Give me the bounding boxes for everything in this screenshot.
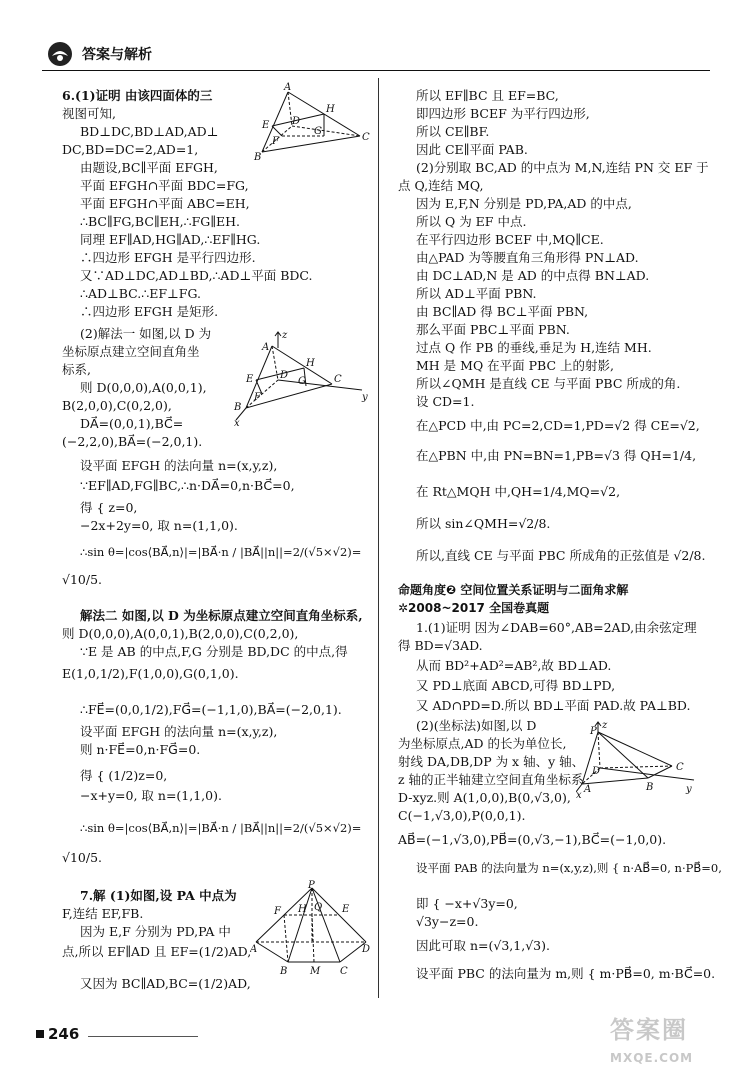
text-line: 过点 Q 作 PB 的垂线,垂足为 H,连结 MH. — [416, 340, 652, 355]
text-line: ∴sin θ=|cos⟨BA⃗,n⟩|=|BA⃗·n / |BA⃗||n||=2/(√5×√2)= — [80, 821, 362, 835]
text-line: 平面 EFGH∩平面 BDC=FG, — [80, 178, 249, 193]
text-line: DC,BD=DC=2,AD=1, — [62, 142, 199, 157]
text-line: (2)解法一 如图,以 D 为 — [80, 326, 212, 341]
watermark-logo-text: 答案圈 — [610, 1016, 688, 1044]
text-line: ∴四边形 EFGH 是平行四边形. — [80, 250, 256, 265]
text-line: 为坐标原点,AD 的长为单位长, — [398, 736, 567, 751]
fig4-label: y — [686, 784, 692, 795]
text-line: 坐标原点建立空间直角坐 — [62, 344, 200, 359]
pyramid-figure-4 — [576, 718, 710, 800]
text-line: 则 D(0,0,0),A(0,0,1),B(2,0,0),C(0,2,0), — [62, 626, 299, 641]
text-line: 得 { z=0, — [80, 500, 138, 515]
text-line: 因此 CE∥平面 PAB. — [416, 142, 528, 157]
footer-rule — [88, 1036, 198, 1037]
text-line: 由题设,BC∥平面 EFGH, — [80, 160, 218, 175]
text-line: 视图可知, — [62, 106, 116, 121]
fig2-label: H — [306, 358, 315, 369]
text-line: 同理 EF∥AD,HG∥AD,∴EF∥HG. — [80, 232, 261, 247]
fig2-label: B — [234, 402, 242, 413]
fig2-label: z — [282, 330, 288, 341]
text-line: ∴FE⃗=(0,0,1/2),FG⃗=(−1,1,0),BA⃗=(−2,0,1). — [80, 702, 342, 717]
fig4-label: C — [676, 762, 684, 773]
tetrahedron-figure-2 — [232, 328, 372, 428]
text-line: B(2,0,0),C(0,2,0), — [62, 398, 172, 413]
text-line: ∴四边形 EFGH 是矩形. — [80, 304, 219, 319]
fig2-label: x — [234, 418, 240, 428]
text-line: 设 CD=1. — [416, 394, 475, 409]
text-line: ∴BC∥FG,BC∥EH,∴FG∥EH. — [80, 214, 241, 229]
text-line: √10/5. — [62, 572, 103, 587]
fig3-label: Q — [314, 902, 323, 913]
fig1-label: G — [314, 126, 322, 137]
text-line: 设平面 PAB 的法向量为 n=(x,y,z),则 { n·AB⃗=0, n·PB⃗=0, — [416, 861, 722, 875]
text-line: 则 D(0,0,0),A(0,0,1), — [80, 380, 207, 395]
fig2-label: E — [246, 374, 254, 385]
text-line: 得 { (1/2)z=0, — [80, 768, 168, 783]
tetrahedron-figure-1 — [242, 80, 372, 162]
text-line: −x+y=0, 取 n=(1,1,0). — [80, 788, 222, 803]
page-number: 246 — [48, 1025, 80, 1043]
text-line: ∵EF∥AD,FG∥BC,∴n·DA⃗=0,n·BC⃗=0, — [80, 478, 295, 493]
text-line: 又∵AD⊥DC,AD⊥BD,∴AD⊥平面 BDC. — [80, 268, 313, 283]
text-line: C(−1,√3,0),P(0,0,1). — [398, 808, 526, 823]
text-line: 又 PD⊥底面 ABCD,可得 BD⊥PD, — [416, 678, 616, 693]
text-line: 所以 AD⊥平面 PBN. — [416, 286, 537, 301]
fig2-label: A — [262, 342, 270, 353]
fig2-label: y — [362, 392, 368, 403]
text-line: D-xyz.则 A(1,0,0),B(0,√3,0), — [398, 790, 571, 805]
fig4-label: B — [646, 782, 654, 793]
page-number-marker-icon — [36, 1030, 44, 1038]
text-line: 射线 DA,DB,DP 为 x 轴、y 轴、 — [398, 754, 585, 769]
text-line: 1.(1)证明 因为∠DAB=60°,AB=2AD,由余弦定理 — [416, 620, 697, 635]
fig4-label: P — [590, 726, 597, 737]
text-line: (2)分别取 BC,AD 的中点为 M,N,连结 PN 交 EF 于 — [416, 160, 709, 175]
text-line: 所以,直线 CE 与平面 PBC 所成角的正弦值是 √2/8. — [416, 548, 706, 563]
text-line: 7.解 (1)如图,设 PA 中点为 — [80, 888, 237, 903]
text-line: 那么平面 PBC⊥平面 PBN. — [416, 322, 570, 337]
fig1-label: B — [254, 152, 262, 162]
book-logo-icon — [46, 40, 74, 68]
header-rule — [42, 70, 710, 71]
fig4-label: x — [576, 790, 582, 800]
text-line: 点,所以 EF∥AD 且 EF=(1/2)AD, — [62, 944, 252, 959]
fig1-label: E — [262, 120, 270, 131]
text-line: 所以∠QMH 是直线 CE 与平面 PBC 所成的角. — [416, 376, 681, 391]
text-line: 则 n·FE⃗=0,n·FG⃗=0. — [80, 742, 201, 757]
text-line: 因为 E,F 分别为 PD,PA 中 — [80, 924, 231, 939]
text-line: √3y−z=0. — [416, 914, 479, 929]
text-line: 又 AD∩PD=D.所以 BD⊥平面 PAD.故 PA⊥BD. — [416, 698, 691, 713]
text-line: 得 BD=√3AD. — [398, 638, 483, 653]
fig3-label: P — [308, 880, 315, 891]
text-line: 又因为 BC∥AD,BC=(1/2)AD, — [80, 976, 251, 991]
text-line: 平面 EFGH∩平面 ABC=EH, — [80, 196, 250, 211]
text-line: 解法二 如图,以 D 为坐标原点建立空间直角坐标系, — [80, 608, 363, 623]
text-line: 由△PAD 为等腰直角三角形得 PN⊥AD. — [416, 250, 639, 265]
fig1-label: D — [292, 116, 301, 127]
fig2-label: D — [280, 370, 289, 381]
watermark-url: MXQE.COM — [610, 1051, 694, 1065]
text-line: 从而 BD²+AD²=AB²,故 BD⊥AD. — [416, 658, 612, 673]
text-line: 所以 sin∠QMH=√2/8. — [416, 516, 551, 531]
text-line: 设平面 PBC 的法向量为 m,则 { m·PB⃗=0, m·BC⃗=0. — [416, 966, 716, 981]
text-line: BD⊥DC,BD⊥AD,AD⊥ — [80, 124, 219, 139]
text-line: MH 是 MQ 在平面 PBC 上的射影, — [416, 358, 614, 373]
fig3-label: M — [310, 966, 321, 977]
text-line: 标系, — [62, 362, 91, 377]
text-line: 即四边形 BCEF 为平行四边形, — [416, 106, 590, 121]
fig3-label: F — [274, 906, 281, 917]
fig1-label: F — [272, 136, 279, 147]
text-line: ∵E 是 AB 的中点,F,G 分别是 BD,DC 的中点,得 — [80, 644, 348, 659]
fig2-label: G — [298, 376, 306, 387]
text-line: 在△PBN 中,由 PN=BN=1,PB=√3 得 QH=1/4, — [416, 448, 697, 463]
text-line: 由 DC⊥AD,N 是 AD 的中点得 BN⊥AD. — [416, 268, 650, 283]
fig3-label: B — [280, 966, 288, 977]
fig2-label: C — [334, 374, 342, 385]
header-title: 答案与解析 — [82, 47, 152, 63]
text-line: 点 Q,连结 MQ, — [398, 178, 484, 193]
text-line: z 轴的正半轴建立空间直角坐标系 — [398, 772, 584, 787]
text-line: 在△PCD 中,由 PC=2,CD=1,PD=√2 得 CE=√2, — [416, 418, 700, 433]
text-line: (−2,2,0),BA⃗=(−2,0,1). — [62, 434, 203, 449]
text-line: ∴sin θ=|cos⟨BA⃗,n⟩|=|BA⃗·n / |BA⃗||n||=2/(√5×√2)= — [80, 545, 362, 559]
text-line: DA⃗=(0,0,1),BC⃗= — [80, 416, 184, 431]
text-line: 设平面 EFGH 的法向量 n=(x,y,z), — [80, 724, 278, 739]
text-line: 由 BC∥AD 得 BC⊥平面 PBN, — [416, 304, 589, 319]
fig3-label: E — [342, 904, 350, 915]
text-line: √10/5. — [62, 850, 103, 865]
fig3-label: A — [250, 944, 258, 955]
fig1-label: A — [284, 82, 292, 93]
fig3-label: C — [340, 966, 348, 977]
watermark — [610, 1010, 693, 1065]
text-line: 所以 EF∥BC 且 EF=BC, — [416, 88, 559, 103]
text-line: (2)(坐标法)如图,以 D — [416, 718, 537, 733]
section-subheading: ✲2008~2017 全国卷真题 — [398, 601, 550, 615]
text-line: 所以 Q 为 EF 中点. — [416, 214, 527, 229]
fig1-label: C — [362, 132, 370, 143]
text-line: 在平行四边形 BCEF 中,MQ∥CE. — [416, 232, 604, 247]
text-line: −2x+2y=0, 取 n=(1,1,0). — [80, 518, 238, 533]
text-line: 6.(1)证明 由该四面体的三 — [62, 88, 213, 103]
fig2-label: F — [254, 392, 261, 403]
text-line: ∴AD⊥BC.∴EF⊥FG. — [80, 286, 201, 301]
text-line: 所以 CE∥BF. — [416, 124, 490, 139]
text-line: 设平面 EFGH 的法向量 n=(x,y,z), — [80, 458, 278, 473]
text-line: 即 { −x+√3y=0, — [416, 896, 518, 911]
text-line: AB⃗=(−1,√3,0),PB⃗=(0,√3,−1),BC⃗=(−1,0,0). — [398, 832, 667, 847]
fig1-label: H — [326, 104, 335, 115]
pyramid-figure-3 — [250, 880, 374, 978]
fig4-label: D — [592, 766, 601, 777]
fig3-label: H — [298, 904, 307, 915]
text-line: 因此可取 n=(√3,1,√3). — [416, 938, 550, 953]
text-line: F,连结 EF,FB. — [62, 906, 144, 921]
section-heading: 命题角度❷ 空间位置关系证明与二面角求解 — [398, 583, 629, 597]
fig4-label: z — [602, 720, 608, 731]
text-line: 因为 E,F,N 分别是 PD,PA,AD 的中点, — [416, 196, 632, 211]
text-line: E(1,0,1/2),F(1,0,0),G(0,1,0). — [62, 666, 239, 681]
fig3-label: D — [362, 944, 371, 955]
fig4-label: A — [584, 784, 592, 795]
column-divider — [378, 78, 379, 998]
text-line: 在 Rt△MQH 中,QH=1/4,MQ=√2, — [416, 484, 621, 499]
